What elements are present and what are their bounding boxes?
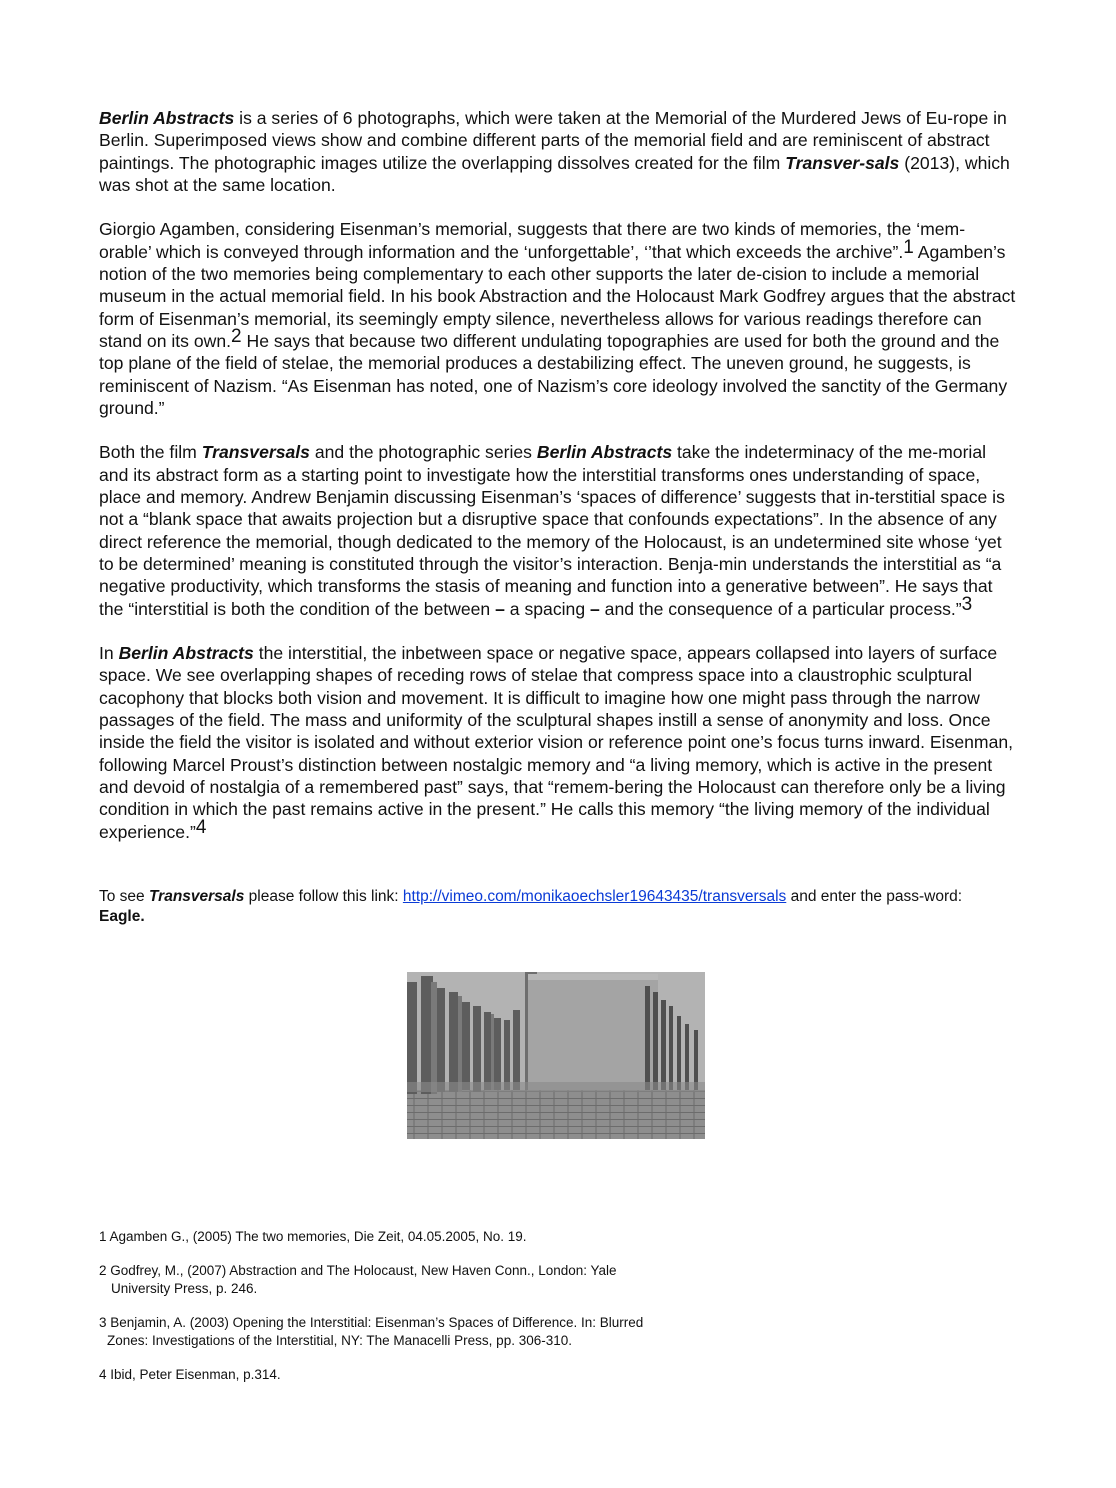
paragraph-text: Agamben’s notion of the two memories being complementary to each other supports the later de-cision to include a memorial museum in the actual memorial field. In his book Abstraction and the Holocaust Mark Godfrey argues that the abstract form of Eisenman’s memorial, its seemingly empty silence, nevertheless allows for various readings therefore can stand on its own. — [99, 241, 1016, 351]
footnote-ref-4: 4 — [195, 816, 207, 838]
vimeo-link[interactable]: http://vimeo.com/monikaoechsler19643435/transversals — [402, 888, 787, 905]
paragraph-benjamin — [99, 441, 1017, 619]
paragraph-text: and enter the pass-word: — [786, 888, 963, 905]
footnote-line: University Press, p. 246. — [111, 1281, 258, 1296]
paragraph-text: and the consequence of a particular process.” — [599, 598, 962, 619]
film-title: Transversals — [201, 442, 310, 463]
footnotes — [99, 1228, 799, 1400]
series-title: Berlin Abstracts — [99, 108, 235, 128]
footnote-2 — [99, 1262, 799, 1298]
series-title: Berlin Abstracts — [118, 643, 254, 664]
paragraph-text: Giorgio Agamben, considering Eisenman’s memorial, suggests that there are two kinds of memories, the ‘mem-orable’ which is conveyed through information and the ‘unforgettable’, ‘’that which exceeds the archive”. — [99, 219, 966, 262]
main-text — [99, 107, 1017, 843]
footnote-line: 2 Godfrey, M., (2007) Abstraction and The Holocaust, New Haven Conn., London: Yale — [99, 1263, 617, 1278]
memorial-photo — [407, 972, 705, 1139]
paragraph-text: (2013), which was shot at the same location. — [99, 152, 1010, 195]
paragraph-intro — [99, 107, 1017, 196]
paragraph-text: a spacing — [504, 598, 590, 619]
film-title: Transver-sals — [785, 152, 900, 173]
paragraph-text: and the photographic series — [309, 442, 537, 463]
paragraph-text: is a series of 6 photographs, which were taken at the Memorial of the Murdered Jews of Eu-rope in Berlin. Superimposed views show and combine different parts of the memorial field and are reminiscent of abstract paintings. The photographic images utilize the overlapping dissolves created for the film — [99, 108, 1007, 173]
footnote-4: 4 Ibid, Peter Eisenman, p.314. — [99, 1367, 281, 1382]
paragraph-text: He says that because two different undulating topographies are used for both the ground and the top plane of the field of stelae, the memorial produces a destabilizing effect. The uneven ground, he suggests, is reminiscent of Nazism. “As Eisenman has noted, one of Nazism’s core ideology involved the sanctity of the Germany ground.” — [99, 330, 1008, 418]
series-title: Berlin Abstracts — [536, 442, 673, 463]
footnote-ref-1: 1 — [903, 236, 914, 258]
footnote-1: 1 Agamben G., (2005) The two memories, Die Zeit, 04.05.2005, No. 19. — [99, 1229, 527, 1244]
paragraph-agamben — [99, 218, 1017, 419]
paragraph-text: the interstitial, the inbetween space or negative space, appears collapsed into layers of surface space. We see overlapping shapes of receding rows of stelae that compress space into a claustrophic sculptural cacophony that blocks both vision and movement. It is difficult to imagine how one might pass through the narrow passages of the field. The mass and uniformity of the sculptural shapes instill a sense of anonymity and loss. Once inside the field the visitor is isolated and without exterior vision or reference point one’s focus turns inward. Eisenman, following Marcel Proust’s distinction between nostalgic memory and “a living memory, which is active in the present and devoid of nostalgia of a remembered past” says, that “remem-bering the Holocaust can therefore only be a living condition in which the past remains active in the present.” He calls this memory “the living memory of the individual experience.” — [99, 643, 1014, 842]
footnote-ref-3: 3 — [961, 593, 973, 615]
paragraph-text: In — [99, 643, 119, 664]
dash: – — [495, 598, 505, 619]
password: Eagle. — [99, 908, 145, 925]
footnote-ref-2: 2 — [231, 325, 242, 347]
paragraph-interstitial — [99, 642, 1017, 843]
paragraph-text: Both the film — [99, 442, 202, 463]
footnote-3 — [99, 1314, 799, 1350]
film-title: Transversals — [148, 888, 245, 905]
paragraph-text: please follow this link: — [244, 888, 403, 905]
link-paragraph — [99, 887, 1009, 927]
dash: – — [590, 598, 600, 619]
paragraph-text: take the indeterminacy of the me-morial and its abstract form as a starting point to investigate how the interstitial transforms ones understanding of space, place and memory. Andrew Benjamin discussing Eisenman’s ‘spaces of difference’ suggests that in-terstitial space is not a “blank space that awaits projection but a disruptive space that confounds expectations”. In the absence of any direct reference the memorial, though dedicated to the memory of the Holocaust, is an undetermined site whose ‘yet to be determined’ meaning is constituted through the visitor’s interaction. Benja-min understands the interstitial as “a negative productivity, which transforms the stasis of meaning and function into a generative between”. He says that the “interstitial is both the condition of the between — [99, 442, 1005, 619]
footnote-line: Zones: Investigations of the Interstitial, NY: The Manacelli Press, pp. 306-310. — [107, 1333, 572, 1348]
paragraph-text: To see — [99, 888, 149, 905]
footnote-line: 3 Benjamin, A. (2003) Opening the Interstitial: Eisenman’s Spaces of Difference. In: Blurred — [99, 1315, 644, 1330]
